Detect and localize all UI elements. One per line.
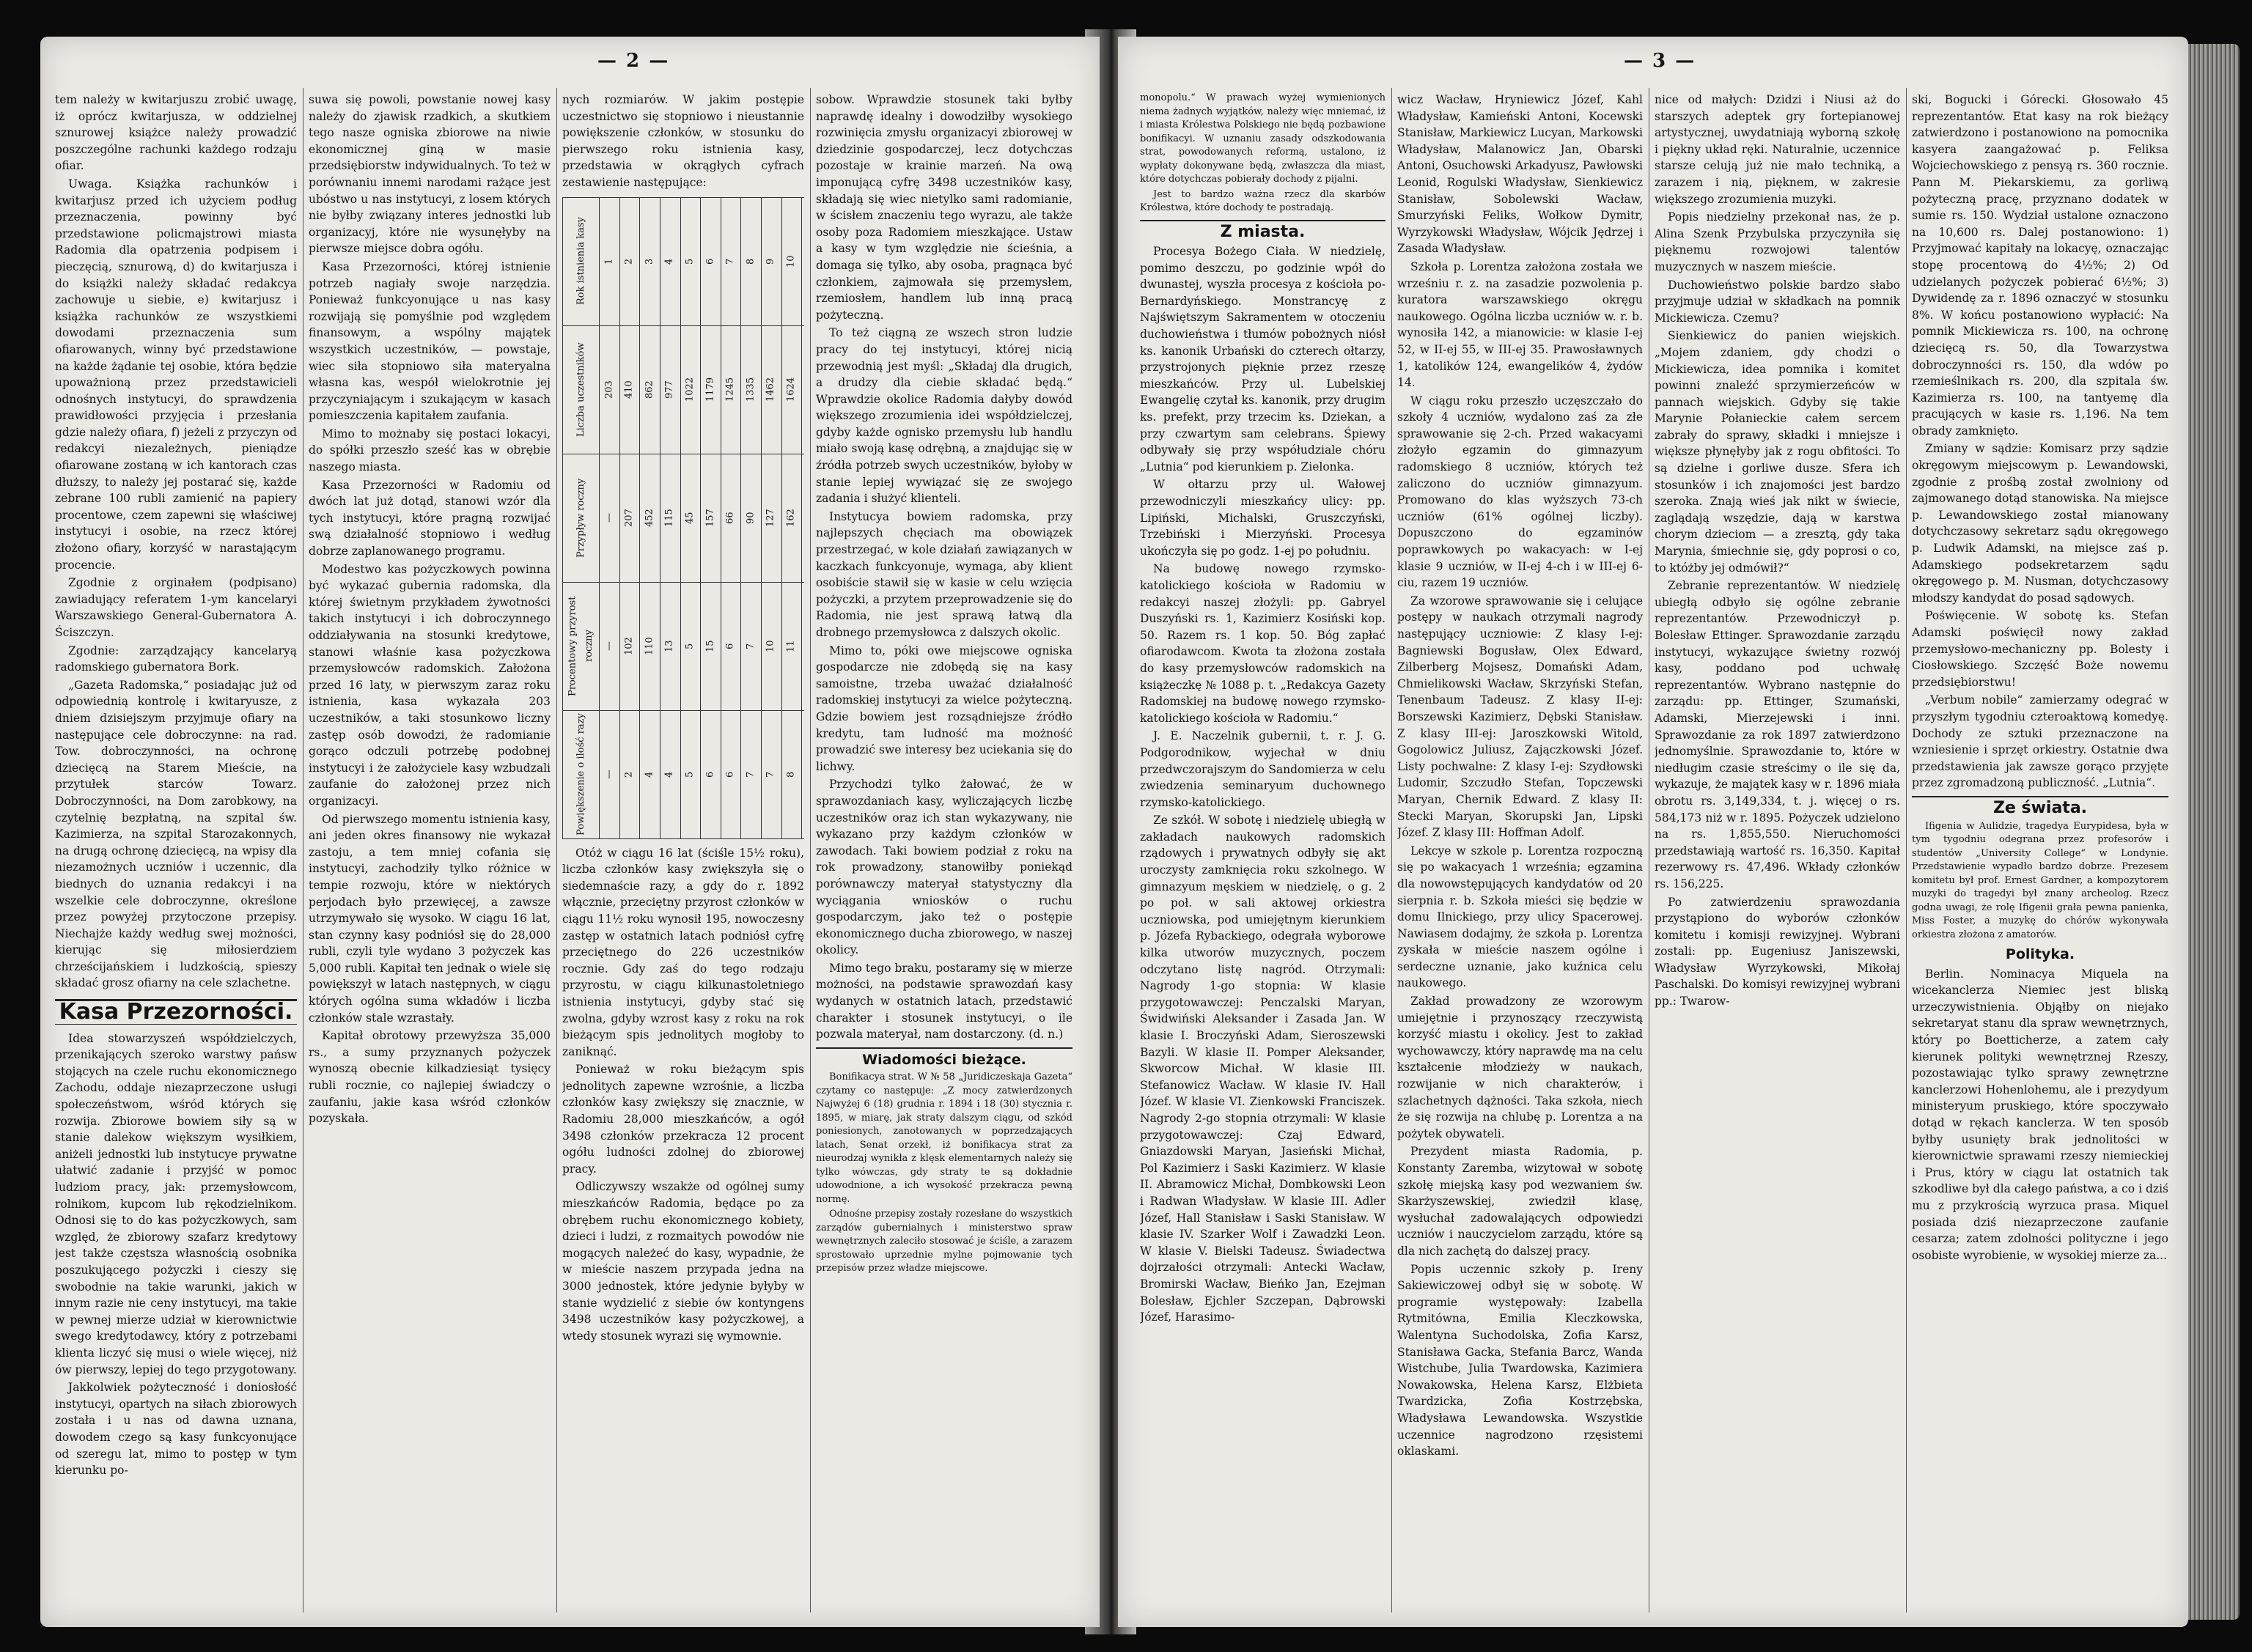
table-cell: 8 xyxy=(781,710,802,838)
table-cell: 452 xyxy=(640,454,660,582)
table-cell: 1245 xyxy=(721,325,741,454)
paragraph: Modestwo kas pożyczkowych powinna być wykazać gubernia radomska, dla której świetnym przykładem żywotności takich instytucyi i ich dobroczynnego oddziaływania na stosunki kredytowe, stanowi właśnie kasa pożyczkowa przemysłowców radomskich. Założona przed 16 laty, w pierwszym zaraz roku istnienia, kasa wykazała 203 uczestników, a taki stosunkowo liczny zastęp osób dowodzi, że radomianie gorąco odczuli potrzebę podobnej instytucyi i że założyciele kasy wzbudzali zaufanie do założonej przez nich organizacyi. xyxy=(309,562,551,808)
table-cell: 207 xyxy=(619,454,640,582)
right-page xyxy=(1118,37,2188,1627)
paragraph: J. E. Naczelnik gubernii, t. r. J. G. Podgorodnikow, wyjechał w dniu przedwczorajszym do Sandomierza w celu zwiedzenia seminaryum duchownego rzymsko-katolickiego. xyxy=(1140,729,1386,809)
table-cell: 11 xyxy=(781,582,802,710)
table-cell: 6 xyxy=(721,710,741,838)
table-cell: 6 xyxy=(721,582,741,710)
paragraph: Kasa Przezorności w Radomiu od dwóch lat już dotąd, stanowi wzór dla tych instytucyi, które pragną rozwijać swą działalność stopniowo i według dobrze zaplanowanego programu. xyxy=(309,478,551,558)
paragraph: „Gazeta Radomska,“ posiadając już od odpowiednią kontrolę i kwitaryusze, z dniem dzisiejszym przyjmuje ofiary na następujące cele dobroczynne: na rad. Tow. dobroczynności, na ochronę dziecięcą na Starem Mieście, na przytułek starców Towarz. Dobroczynności, na Dom zarobkowy, na czytelnię bezpłatną, na szpital św. Kazimierza, na szpital Starozakonnych, na drugą ochronę dziecięcą, na wpisy dla niezamożnych uczniów i uczennic, dla biednych do uznania redakcyi i na wszelkie cele dobroczynne, określone przez powyżej przytoczone przepisy. Niechajże każdy według swej możności, kierując się miłosierdziem chrześcijańskiem i ludzkością, spieszy składać grosz ofiarny na cele szlachetne. xyxy=(55,678,297,990)
table-cell: 4 xyxy=(640,710,660,838)
paragraph: Odliczywszy wszakże od ogólnej sumy mieszkańców Radomia, będące po za obrębem ruchu ekonomicznego kobiety, dzieci i ludzi, z rozmaitych powodów nie mogących należeć do kasy, wypadnie, że w mieście naszem przypada jedna na 3000 jednostek, które jedynie byłyby w stanie wydzielić z siebie ów kontyngens 3498 uczestników kasy pożyczkowej, a wtedy stosunek wyrazi się wymownie. xyxy=(562,1180,804,1343)
table-cell: 162 xyxy=(781,454,802,582)
table-cell: 862 xyxy=(640,325,660,454)
table-row xyxy=(563,582,805,710)
section-heading: Kasa Przezorności. xyxy=(55,999,297,1025)
table-cell: 2 xyxy=(619,710,640,838)
paragraph: Ze szkół. W sobotę i niedzielę ubiegłą w zakładach naukowych radomskich rządowych i prywatnych odbyły się akt uroczysty zamknięcia roku szkolnego. W gimnazyum męskiem w niedzielę, o g. 2 po poł. w sali aktowej orkiestra uczniowska, pod umiejętnym kierunkiem p. Józefa Rybackiego, odegrała wyborowe kilka utworów muzycznych, poczem odczytano listę nagród. Otrzymali: Nagrody 1-go stopnia: W klasie przygotowawczej: Penczalski Maryan, Świdwiński Aleksander i Zasada Jan. W klasie I. Broczyński Adam, Sieroszewski Bazyli. W klasie II. Pomper Aleksander, Skworcow Michał. W klasie III. Stefanowicz Wacław. W klasie IV. Hall Józef. W klasie VI. Zienkowski Franciszek. Nagrody 2-go stopnia otrzymali: W klasie przygotowawczej: Czaj Edward, Gniazdowski Maryan, Jasieński Michał, Pol Kazimierz i Saski Kazimierz. W klasie II. Abramowicz Michał, Dombkowski Leon i Radwan Władysław. W klasie III. Adler Józef, Hall Stanisław i Saski Stanisław. W klasie IV. Szarker Wolf i Zawadzki Leon. W klasie V. Bielski Tadeusz. Świadectwa dojrzałości otrzymali: Antecki Wacław, Bromirski Wacław, Bieńko Jan, Ezejman Bolesław, Ejchler Szczepan, Dąbrowski Józef, Harasimo- xyxy=(1140,814,1386,1324)
paragraph: Zebranie reprezentantów. W niedzielę ubiegłą odbyło się ogólne zebranie reprezentantów. Przewodniczył p. Bolesław Ettinger. Sprawozdanie zarządu instytucyi, wykazujące świetny rozwój kasy, poddano pod uchwałę reprezentantów. Wybrano następnie do zarządu: pp. Ettinger, Szumański, Adamski, Mierzejewski i inni. Sprawozdanie za rok 1897 zatwierdzono jednomyślnie. Sprawozdanie to, które w niedługim czasie streścimy o ile się da, wykazuje, że majątek kasy w r. 1896 miała obrotu rs. 3,149,334, t. j. więcej o rs. 584,173 niż w r. 1895. Pożyczek udzielono na rs. 1,855,550. Nieruchomości przedstawiają wartość rs. 16,350. Kapitał rezerwowy rs. 47,496. Wkłady członków rs. 156,225. xyxy=(1655,579,1900,890)
table-cell: — xyxy=(600,454,620,582)
table-cell: 66 xyxy=(721,454,741,582)
paragraph: Poświęcenie. W sobotę ks. Stefan Adamski poświęcił nowy zakład przemysłowo-mechaniczny pp. Bolesty i Ciosłowskiego. Szczęść Boże nowemu przedsiębiorstwu! xyxy=(1912,609,2168,689)
paragraph: W ołtarzu przy ul. Wałowej przewodniczyli mieszkańcy ulicy: pp. Lipiński, Michalski, Gruszczyński, Trzebiński i Mierzyński. Procesya ukończyła się po godz. 1-ej po południu. xyxy=(1140,478,1386,558)
right-col-2 xyxy=(1397,92,1643,1601)
table-cell: 4 xyxy=(660,710,680,838)
paragraph: Zgodnie z orginałem (podpisano) zawiadujący referatem 1-ym kancelaryi Warszawskiego General-Gubernatora A. Ściszczyn. xyxy=(55,576,297,639)
paragraph: wicz Wacław, Hryniewicz Józef, Kahl Władysław, Kamieński Antoni, Kocewski Stanisław, Markiewicz Lucyan, Markowski Władysław, Malanowicz Jan, Obarski Antoni, Osuchowski Arkadyusz, Pawłowski Leonid, Rogulski Władysław, Sienkiewicz Stanisław, Sobolewski Wacław, Smurzyński Feliks, Wołkow Dymitr, Wyrzykowski Władysław, Wójcik Jędrzej i Zasada Władysław. xyxy=(1397,93,1643,256)
table-cell xyxy=(802,197,804,325)
paragraph: Szkoła p. Lorentza założona została we wrześniu r. z. na zasadzie pozwolenia p. kuratora warszawskiego okręgu naukowego. Ogólna liczba uczniów w. r. b. wynosiła 142, a mianowicie: w klasie I-ej 52, w II-ej 55, w III-ej 35. Prawosławnych 1, katolików 124, ewangelików 4, żydów 14. xyxy=(1397,259,1643,390)
table-cell: 15 xyxy=(701,582,721,710)
table-cell: 6 xyxy=(701,710,721,838)
paragraph: ski, Bogucki i Górecki. Głosowało 45 reprezentantów. Etat kasy na rok bieżący zatwierdzono i postanowiono na pomocnika kasyera zaangażować p. Feliksa Wojciechowskiego z pensyą rs. 360 rocznie. Pann M. Piekarskiemu, za gorliwą pożyteczną pracę, przyznano dodatek w sumie rs. 150. Wydział ustalone oznaczono na 10,600 rs. Dalej postanowiono: 1) Przyjmować kapitały na lokacyę, oznaczając stopę procentową do 4½%; 2) Od udzielanych pożyczek pobierać 6½%; 3) Dywidendę za r. 1896 oznaczyć w stosunku 8%. W końcu postanowiono wypłacić: Na pomnik Mickiewicza rs. 100, na ochronę dziecięcą rs. 50, dla Towarzystwa dobroczynności rs. 150, dla wdów po rzemieślnikach rs. 200, dla szpitala św. Kazimierza rs. 100, na tantyemę dla pracujących w kasie rs. 1,196. Na tem obrady zamknięto. xyxy=(1912,93,2168,438)
table-cell: 5 xyxy=(680,710,701,838)
right-col-4 xyxy=(1912,92,2168,1601)
subsection-heading: Polityka. xyxy=(2005,946,2075,963)
column-rule xyxy=(556,88,557,1612)
paragraph: Mimo tego braku, postaramy się w mierze możności, na podstawie sprawozdań kasy wydanych w ostatnich latach, przedstawić charakter i stosunek instytucyi, o ile pozwala materyał, nam dostarczony. (d. n.) xyxy=(816,961,1072,1041)
table-cell: 3 xyxy=(640,197,660,325)
column-rule xyxy=(810,88,811,1612)
table-row xyxy=(563,454,805,582)
paragraph: Uwaga. Książka rachunków i kwitarjusz przed ich użyciem podług przeznaczenia, powinny być przedstawione policmajstrowi miasta Radomia dla opatrzenia podpisem i pieczęcią, sznurową, d) do kwitarjusza i do książki należy składać redakcya zachowuje u siebie, e) kwitarjusz i książka rachunków ze wszystkiemi dowodami przeznaczenia sum ofiarowanych, winny być przedstawione na każde żądanie tej osobie, która będzie upoważnioną przez przedstawicieli odnośnych instytucyi, do sprawdzenia prawidłowości przyjęcia i przesłania gdzie należy ofiara, f) jeżeli z przyczyn od redakcyi niezależnych, pieniądze ofiarowane zostaną w ich kantorach czas dłuższy, to należy jej postarać się, każde zebrane 100 rubli zamienić na papiery procentowe, czem zapewni się właściwej instytucyi i osobie, na rzecz której złożono ofiary, korzyść w narastającym procencie. xyxy=(55,177,297,572)
paragraph: To też ciągną ze wszech stron ludzie pracy do tej instytucyi, której nicią przewodnią jest myśl: „Składaj dla drugich, a drudzy dla ciebie składać będą.“ Wprawdzie okolice Radomia dałyby dowód większego zrozumienia idei współdzielczej, gdyby każde ognisko przemysłu lub handlu miało swoją kasę odrębną, a znajdując się w źródła potrzeb swych uczestników, byłoby w stanie lepiej wywiązać się ze swojego zadania i służyć klienteli. xyxy=(816,326,1072,506)
table-cell: 7 xyxy=(741,582,762,710)
paragraph: monopolu.“ W prawach wyżej wymienionych niema żadnych wyjątków, należy więc mniemać, iż i miasta Królestwa Polskiego nie będą pozbawione bonifikacyi. W uznaniu zasady odszkodowania strat, powodowanych reformą, ustalono, iż wypłaty dokonywane będą, zwłaszcza dla miast, które dotychczas pobierały dochody z pijalni. xyxy=(1140,92,1386,185)
table-row-header: Przypływ roczny xyxy=(563,454,600,582)
paragraph: Zmiany w sądzie: Komisarz przy sądzie okręgowym miejscowym p. Lewandowski, zgodnie z prośbą został zwolniony od zajmowanego dotąd stanowiska. Na miejsce p. Lewandowskiego został mianowany dotychczasowy sekretarz sądu okręgowego p. Ludwik Adamski, na miejsce zaś p. Adamskiego podsekretarzem sądu okręgowego p. M. Nusman, dotychczasowy młodszy kandydat do posad sądowych. xyxy=(1912,442,2168,605)
table-cell: 7 xyxy=(761,710,781,838)
column-rule xyxy=(1906,88,1907,1612)
paragraph: Mimo to, póki owe miejscowe ogniska gospodarcze nie zdobędą się na kasy samoistne, trzeba uważać działalność radomskiej instytucyi za wielce pożyteczną. Gdzie bowiem jest rozsądniejsze źródło kredytu, tam ludność ma możność prowadzić swe interesy bez uciekania się do lichwy. xyxy=(816,644,1072,773)
paragraph: Ifigenia w Aulidzie, tragedya Eurypidesa, była w tym tygodniu odegrana przez profesorów i studentów „University College“ w Londynie. Przedstawienie wypadło bardzo dobrze. Prezesem komitetu był prof. Ernest Gardner, a kompozytorem muzyki do tragedyi był znany archeolog. Rzecz godna uwagi, że rolę Ifigenii grała pewna panienka, Miss Foster, a muzykę do chórów wykonywała orkiestra złożona z amatorów. xyxy=(1912,820,2168,940)
section-heading: Ze świata. xyxy=(1912,796,2168,817)
paragraph: Na budowę nowego rzymsko-katolickiego kościoła w Radomiu w redakcyi naszej złożyli: pp. Gabryel Duszyński rs. 1, Kazimierz Kosiński kop. 50. Razem rs. 1 kop. 50. Bóg zapłać ofiarodawcom. Kwota ta złożona została do kasy przemysłowców radomskich na książeczkę № 1088 p. t. „Redakcya Gazety Radomskiej na budowę nowego rzymsko-katolickiego kościoła w Radomiu.“ xyxy=(1140,562,1386,725)
table-cell: 1 xyxy=(600,197,620,325)
table-cell: 90 xyxy=(741,454,762,582)
table-cell: 4 xyxy=(660,197,680,325)
column-rule xyxy=(1391,88,1392,1612)
paragraph: Mimo to możnaby się postaci lokacyi, do spółki przeszło sześć kas w obrębie naszego miasta. xyxy=(309,427,551,474)
paragraph: Odnośne przepisy zostały rozesłane do wszystkich zarządów gubernialnych i ministerstwo spraw wewnętrznych zaleciło stosować je ściśle, a zarazem sprostowało uprzednie mylne pojmowanie tych przepisów przez władze miejscowe. xyxy=(816,1209,1072,1275)
paragraph: nice od małych: Dzidzi i Niusi aż do starszych adeptek gry fortepianowej artystycznej, uwydatniają wyborną szkołę i piękny układ ręki. Naturalnie, uczennice starsze celują już nie mało techniką, a zarazem i nią, pięknem, w zakresie większego zrozumienia muzyki. xyxy=(1655,93,1900,206)
table-row-header: Rok istnienia kasy xyxy=(563,197,600,325)
table-cell: 5 xyxy=(680,582,701,710)
paragraph: tem należy w kwitarjuszu zrobić uwagę, iż oprócz kwitarjusza, w oddzielnej sznurowej książce należy prowadzić poszczególne rachunki każdego rodzaju ofiar. xyxy=(55,93,297,173)
paragraph: Popis niedzielny przekonał nas, że p. Alina Szenk Przybulska przyczyniła się pięknemu rozwojowi talentów muzycznych w naszem mieście. xyxy=(1655,210,1900,273)
table-cell: 5 xyxy=(680,197,701,325)
left-col-3 xyxy=(562,92,804,1601)
table-cell: 7 xyxy=(741,710,762,838)
paragraph: nych rozmiarów. W jakim postępie uczestnictwo się stopniowo i nieustannie powiększenie członków, w stosunku do pierwszego roku istnienia kasy, przedstawia w okrągłych cyfrach zestawienie następujące: xyxy=(562,93,804,189)
paragraph: sobow. Wprawdzie stosunek taki byłby naprawdę idealny i dowodziłby wysokiego rozwinięcia zmysłu organizacyi zbiorowej w dziedzinie gospodarczej, lecz dotychczas pozostaje w krainie marzeń. Na ową imponującą cyfrę 3498 uczestników kasy, składają się wiec nietylko sami radomianie, w ścisłem znaczeniu tego wyrazu, ale także osoby poza Radomiem mieszkające. Ustaw a kasy w tym względzie nie ścieśnia, a domaga się tylko, aby osoba, pragnąca być członkiem, zajmowała się przemysłem, rzemiosłem, handlem lub inną pracą pożyteczną. xyxy=(816,93,1072,322)
paragraph: Bonifikacya strat. W № 58 „Juridiczeskaja Gazeta“ czytamy co następuje: „Z mocy zatwierdzonych Najwyżej 6 (18) grudnia r. 1894 i 18 (30) stycznia r. 1895, w miarę, jak straty dalszym ciągu, od szkód poniesionych, zanotowanych w poprzedzających latach, Senat orzekł, iż bonifikacya strat za nieurodzaj wynikła z klęsk elementarnych należy się tylko wówczas, gdy straty te są dokładnie udowodnione, a ich wysokość przekracza pewną normę. xyxy=(816,1072,1072,1205)
table-row-header: Powiększenie o ilość razy xyxy=(563,710,600,838)
table-cell: 1022 xyxy=(680,325,701,454)
paragraph: Od pierwszego momentu istnienia kasy, ani jeden okres finansowy nie wykazał zastoju, a tem mniej cofania się instytucyi, zachodziły tylko różnice w tempie rozwoju, które w niektórych perjodach było przewięcej, a zawsze utrzymywało się wysoko. W ciągu 16 lat, stan czynny kasy podniósł się do 28,000 rubli, czyli tyle wydano 3 pożyczek kas 5,000 rubli. Kapitał ten jednak o wiele się powiększył w latach następnych, w ciągu których ogólna suma wkładów i liczba członków stale wzrastały. xyxy=(309,812,551,1025)
table-cell: 1179 xyxy=(701,325,721,454)
table-cell: 157 xyxy=(701,454,721,582)
table-row xyxy=(563,197,805,325)
table-cell xyxy=(802,582,804,710)
table-cell: 110 xyxy=(640,582,660,710)
table-cell: 203 xyxy=(600,325,620,454)
paragraph: Sienkiewicz do panien wiejskich. „Mojem zdaniem, gdy chodzi o Mickiewicza, idea pomnika i komitet powinni znaleźć sprzymierzeńców w pannach wiejskich. Gdyby się takie Marynie Połanieckie całem sercem zabrały do sprawy, składki i mniejsze i większe płynęłyby jak z rogu obfitości. To są dzielne i gorliwe dusze. Sfera ich stosunków i ich znajomości jest bardzo szeroka. Znają wieś jak nikt w świecie, zaglądają wszędzie, dają w karstwa chorym dzieciom — a zresztą, gdy taka Marynia, śmiechnie się, gdy poprosi o co, to któżby jej odmówił?“ xyxy=(1655,329,1900,575)
table-cell: 1462 xyxy=(761,325,781,454)
right-col-1 xyxy=(1140,92,1386,1601)
table-cell: 102 xyxy=(619,582,640,710)
paragraph: Instytucya bowiem radomska, przy najlepszych chęciach ma obowiązek przestrzegać, w kole działań zawiązanych w kaczkach funkcyonuje, wymaga, aby klient osobiście stawił się w kasie w celu wzięcia pożyczki, a przytem przeprowadzenie się do Radomia, nie jest sprawą łatwą dla drobnego przemysłowca z dalszych okolic. xyxy=(816,509,1072,639)
table-row-header: Procentowy przyrost roczny xyxy=(563,582,600,710)
table-row xyxy=(563,325,805,454)
table-cell: 1624 xyxy=(781,325,802,454)
table-cell: 127 xyxy=(761,454,781,582)
paragraph: Jest to bardzo ważna rzecz dla skarbów Królestwa, które dochody te postradają. xyxy=(1140,188,1386,213)
paragraph: Zakład prowadzony ze wzorowym umiejętnie i przynoszący rzeczywistą korzyść miastu i okolicy. Jest to zakład wychowawczy, który naprawdę ma na celu kształcenie młodzieży w naukach, rozwijanie w nich charakterów, i szlachetnych dążności. Taka szkoła, niech że się rozwija na chlubę p. Lorentza a na pożytek obywateli. xyxy=(1397,995,1643,1140)
table-cell xyxy=(802,325,804,454)
paragraph: Prezydent miasta Radomia, p. Konstanty Zaremba, wizytował w sobotę szkołę miejską kasy pod wezwaniem św. Skarżyszewskiej, zwiedził klasę, wysłuchał zadowalających odpowiedzi uczniów i nauczycielom zarządu, które są dla nich zachętą do dalszej pracy. xyxy=(1397,1145,1643,1258)
table-cell: 6 xyxy=(701,197,721,325)
paragraph: Ponieważ w roku bieżącym spis jednolitych zapewne wzrośnie, a liczba członków kasy zwiększy się znacznie, w Radomiu 28,000 mieszkańców, a ogół 3498 członków przekracza 12 procent ogółu ludności zdolnej do zbiorowej pracy. xyxy=(562,1063,804,1176)
section-heading: Wiadomości bieżące. xyxy=(816,1047,1072,1069)
table-cell: 2 xyxy=(619,197,640,325)
table-cell: 115 xyxy=(660,454,680,582)
paragraph: Otóż w ciągu 16 lat (ściśle 15½ roku), liczba członków kasy zwiększyła się o siedemnaście razy, a gdy do r. 1892 włącznie, przeciętny przyrost członków w ciągu 11½ roku wynosił 195, nowoczesny zastęp w ostatnich latach podniósł cyfrę przeciętnego do 226 uczestników rocznie. Gdy zaś do tego rodzaju przyrostu, w ciągu kilkunastoletniego istnienia instytucyi, gdyby stać się zwolna, gdyby wzrost kasy z roku na rok bieżącym spis jednolitych mogłoby to zaniknąć. xyxy=(562,846,804,1058)
table-cell: 7 xyxy=(721,197,741,325)
page-edges xyxy=(2188,44,2240,1620)
paragraph: Za wzorowe sprawowanie się i celujące postępy w naukach otrzymali nagrody następujący uczniowie: Z klasy I-ej: Bagniewski Bogusław, Olex Edward, Zilberberg Mojsesz, Domański Adam, Chmielikowski Wacław, Skrzyński Stefan, Tenenbaum Tadeusz. Z klasy II-ej: Borszewski Kazimierz, Dębski Stanisław. Z klasy III-ej: Jaroszkowski Witold, Gogolowicz Juliusz, Zajączkowski Józef. Listy pochwalne: Z klasy I-ej: Szydłowski Ludomir, Szczudło Stefan, Topczewski Maryan, Chernik Edward. Z klasy II: Stecki Maryan, Skorupski Jan, Lipski Józef. Z klasy III: Hoffman Adolf. xyxy=(1397,594,1643,840)
table-cell: — xyxy=(600,710,620,838)
paragraph: Popis uczennic szkoły p. Ireny Sakiewiczowej odbył się w sobotę. W programie występowały: Izabella Rytmitówna, Emilia Kleczkowska, Walentyna Suchodolska, Zofia Karsz, Stanisława Gacka, Stefania Barcz, Wanda Wistchube, Julia Twardowska, Kazimiera Nowakowska, Helena Karsz, Elżbieta Twardzicka, Zofia Kostrzębska, Władysława Lewandowska. Wszystkie uczennice nagrodzono rzęsistemi oklaskami. xyxy=(1397,1262,1643,1459)
page-number: — 2 — xyxy=(597,50,670,72)
paragraph: Idea stowarzyszeń współdzielczych, przenikających szeroko warstwy pańsw stojących na czele ruchu ekonomicznego Zachodu, oddaje niezaprzeczone usługi społeczeństwom, wśród których się rozwija. Zbiorowe bowiem siły są w stanie dalekow większym wysiłkiem, aniżeli jednostki lub instytucye prywatne ułatwić zadanie i przyjść w pomoc ludziom pracy, jak: przemysłowcom, rolnikom, kupcom lub rękodzielnikom. Odnosi się to do kas pożyczkowych, sam względ, że zbiorowy szafarz kredytowy jest także częstsza własnością osobnika poszukującego pożyczki i cieszy się swobodnie na takie warunki, jakich w innym razie nie ceny instytucyi, ma takie w pewnej mierze udział w kierownictwie swego kredytodawcy, który z potrzebami klienta liczyć się musi o wiele więcej, niż ów pierwszy, lepiej do tego przygotowany. xyxy=(55,1031,297,1376)
paragraph: Po zatwierdzeniu sprawozdania przystąpiono do wyborów członków komitetu i komisji rewizyjnej. Wybrani zostali: pp. Eugeniusz Janiszewski, Władysław Wyrzykowski, Mikołaj Paschalski. Do komisyi rewizyjnej wybrani pp.: Twarow- xyxy=(1655,895,1900,1008)
table-cell: 10 xyxy=(761,582,781,710)
paragraph: Zgodnie: zarządzający kancelaryą radomskiego gubernatora Bork. xyxy=(55,644,297,674)
table-cell: 977 xyxy=(660,325,680,454)
paragraph: Berlin. Nominacya Miquela na wicekanclerza Niemiec jest bliską urzeczywistnienia. Objąłby on niejako sekretaryat stanu dla spraw wewnętrznych, który po Boetticherze, a zatem cały kierunek polityki wewnętrznej Rzeszy, pozostawiając tylko sprawy zewnętrzne kanclerzowi Hohenlohemu, ale i prezydyum ministeryum pruskiego, które spoczywało dotąd w rękach kanclerza. W ten sposób byłby usunięty brak jednolitości w kierownictwie sprawami rzeszy niemieckiej i Prus, który w ciągu lat ostatnich tak szkodliwe był dla całego państwa, a co i dziś mu z przykrością wyrzuca prasa. Miquel posiada dziś niezaprzeczone zaufanie cesarza; zatem zdolności polityczne i jego osobiste wyrobienie, w wysokiej mierze za... xyxy=(1912,967,2168,1262)
paragraph: Duchowieństwo polskie bardzo słabo przyjmuje udział w składkach na pomnik Mickiewicza. Czemu? xyxy=(1655,278,1900,325)
table-cell: 45 xyxy=(680,454,701,582)
page-number: — 3 — xyxy=(1624,50,1696,72)
paragraph: suwa się powoli, powstanie nowej kasy należy do zjawisk rzadkich, a skutkiem tego nasze ogniska zbiorowe na niwie ekonomicznej giną w masie przedsiębiorstw indywidualnych. To też w porównaniu innemi narodami rażące jest ubóstwo u nas instytucyi, z losem których nie byłby związany interes jednostki lub organizacyj, które nie wysunęłyby na pierwsze miejsce dobra ogółu. xyxy=(309,93,551,256)
left-page xyxy=(40,37,1100,1627)
paragraph: Kapitał obrotowy przewyższa 35,000 rs., a sumy przyznanych pożyczek wynoszą obecnie kilkadziesiąt tysięcy rubli rocznie, co najlepiej świadczy o zaufaniu, jakie kasa wśród członków pozyskała. xyxy=(309,1029,551,1126)
left-col-2 xyxy=(309,92,551,1601)
paragraph: Jakkolwiek pożyteczność i doniosłość instytucyi, opartych na siłach zbiorowych została i u nas od dawna uznana, dowodem czego są kasy funkcyonujące od szeregu lat, mimo to postęp w tym kierunku po- xyxy=(55,1381,297,1478)
table-cell: 1335 xyxy=(741,325,762,454)
right-col-3 xyxy=(1655,92,1900,1601)
section-heading: Z miasta. xyxy=(1140,220,1386,241)
table-cell xyxy=(802,454,804,582)
table-cell: 410 xyxy=(619,325,640,454)
table-cell: 10 xyxy=(781,197,802,325)
paragraph: Przychodzi tylko żałować, że w sprawozdaniach kasy, wyliczających liczbę uczestników oraz ich stan wykazywany, nie wykazano przy każdym członków w zawodach. Taki bowiem podział z roku na rok prowadzony, stanowiłby poniekąd porównawczy materyał statystyczny dla wyciągania wniosków o ruchu gospodarczym, jako też o postępie ekonomicznego ducha zbiorowego, w naszej okolicy. xyxy=(816,778,1072,957)
paragraph: Procesya Bożego Ciała. W niedzielę, pomimo deszczu, po godzinie wpół do dwunastej, wyszła procesya z kościoła po-Bernardyńskiego. Monstrancyę z Najświętszym Sakramentem w otoczeniu duchowieństwa i tłumów pobożnych niósł ks. kanonik Urbański do czterech ołtarzy, przystrojonych pięknie przez rzeszę mieszkańców. Przy ul. Lubelskiej Ewangelię czytał ks. kanonik, przy drugim ks. prefekt, przy trzecim ks. Dziekan, a przy czwartym sam celebrans. Śpiewy odbywały się przy współudziale chóru „Lutnia“ pod kierunkiem p. Zielonka. xyxy=(1140,245,1386,473)
table-cell: 13 xyxy=(660,582,680,710)
table-row xyxy=(563,710,805,838)
paragraph: „Verbum nobile“ zamierzamy odegrać w przyszłym tygodniu czteroaktową komedyę. Dochody ze sztuki przeznaczone na wzniesienie i sprzęt orkiestry. Ostatnie dwa przedstawienia jak zawsze gorąco przyjęte przez zgromadzoną publiczność. „Lutnia“. xyxy=(1912,693,2168,790)
paragraph: W ciągu roku przeszło uczęszczało do szkoły 4 uczniów, wydalono zaś za złe sprawowanie się 2-ch. Przed wakacyami złożyło egzamin do gimnazyum radomskiego 8 uczniów, których też zaliczono do uczniów gimnazyum. Promowano do klas wyższych 73-ch uczniów (61% ogólnej liczby). Dopuszczono do egzaminów poprawkowych po wakacyach: w I-ej klasie 9 uczniów, w II-ej 4-ch i w III-ej 6-ciu, razem 19 uczniów. xyxy=(1397,394,1643,590)
paragraph: Lekcye w szkole p. Lorentza rozpoczną się po wakacyach 1 września; egzamina dla nowowstępujących kandydatów od 20 sierpnia r. b. Szkoła mieści się będzie w domu Ilnickiego, przy ulicy Spacerowej. Nawiasem dodajmy, że szkoła p. Lorentza zyskała w mieście naszem ogólne i serdeczne uznanie, jako kuźnica celu naukowego. xyxy=(1397,844,1643,990)
left-col-1-text xyxy=(55,92,297,992)
statistics-table xyxy=(562,197,804,839)
table-cell: 9 xyxy=(761,197,781,325)
table-cell: 8 xyxy=(741,197,762,325)
table-cell xyxy=(802,710,804,838)
left-col-4 xyxy=(816,92,1072,1601)
paragraph: Kasa Przezorności, której istnienie potrzeb nagiały swoje narzędzia. Ponieważ funkcyonujące u nas kasy rozwijają się pomyślnie pod względem finansowym, a wspólny majątek wszystkich uczestników, — powstaje, wiec siła stopniowo siła materyalna własna kas, wespół wielokrotnie jej przyczyniającym i szukającym w kasach pomieszczenia kapitałem zaufania. xyxy=(309,259,551,423)
table-cell: — xyxy=(600,582,620,710)
left-col-1 xyxy=(55,92,297,1601)
table-row-header: Liczba uczestników xyxy=(563,325,600,454)
